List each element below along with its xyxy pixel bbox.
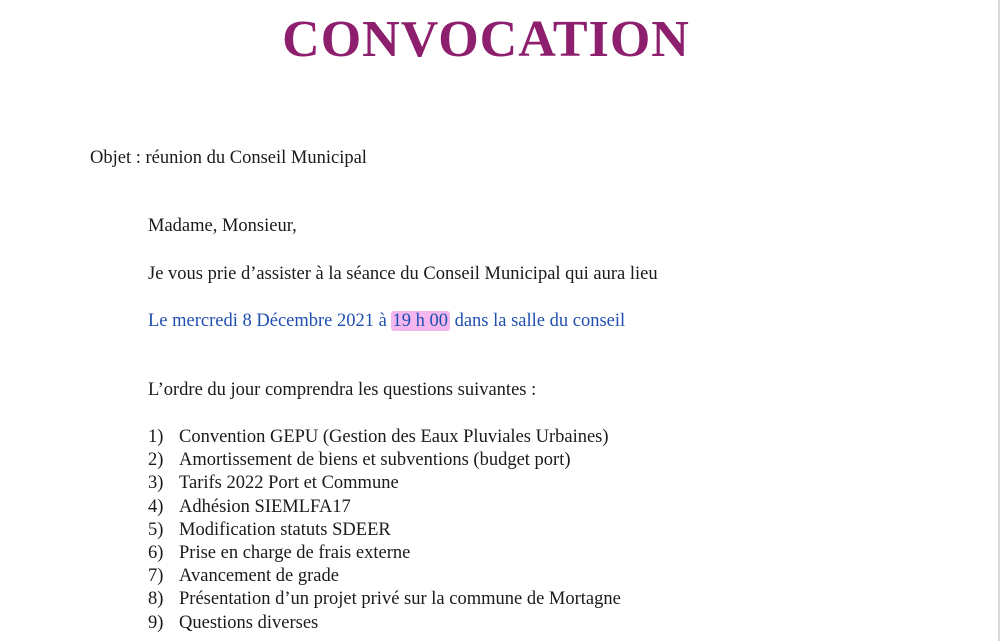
meeting-date: Le mercredi 8 Décembre 2021 à bbox=[148, 311, 392, 331]
agenda-item-text: Questions diverses bbox=[179, 612, 319, 633]
agenda-item bbox=[148, 519, 621, 542]
agenda-item bbox=[148, 449, 621, 472]
agenda-item-number: 8) bbox=[148, 589, 164, 610]
agenda-item-number: 3) bbox=[148, 473, 164, 494]
meeting-place: dans la salle du conseil bbox=[449, 311, 626, 331]
agenda-item-number: 5) bbox=[148, 519, 164, 540]
salutation: Madame, Monsieur, bbox=[148, 216, 297, 236]
agenda-item-number: 2) bbox=[148, 450, 164, 471]
document-title: CONVOCATION bbox=[282, 11, 690, 68]
agenda-item bbox=[148, 472, 621, 495]
agenda-item bbox=[148, 542, 621, 565]
agenda-item bbox=[148, 496, 621, 519]
agenda-item-text: Modification statuts SDEER bbox=[179, 519, 391, 540]
subject-line: Objet : réunion du Conseil Municipal bbox=[90, 148, 367, 168]
agenda-item-number: 7) bbox=[148, 566, 164, 587]
agenda-item-text: Tarifs 2022 Port et Commune bbox=[179, 473, 399, 494]
meeting-date-line bbox=[148, 309, 625, 333]
agenda-item bbox=[148, 426, 621, 449]
agenda-item-number: 9) bbox=[148, 612, 164, 633]
agenda-item bbox=[148, 588, 621, 611]
agenda-list bbox=[148, 426, 621, 635]
agenda-item-text: Amortissement de biens et subventions (budget port) bbox=[179, 450, 571, 471]
agenda-item bbox=[148, 612, 621, 635]
agenda-intro: L’ordre du jour comprendra les questions suivantes : bbox=[148, 380, 537, 400]
agenda-item-text: Avancement de grade bbox=[179, 566, 339, 587]
agenda-item bbox=[148, 565, 621, 588]
meeting-time-highlight: 19 h 00 bbox=[392, 311, 448, 331]
agenda-item-text: Adhésion SIEMLFA17 bbox=[179, 496, 351, 517]
agenda-item-text: Présentation d’un projet privé sur la commune de Mortagne bbox=[179, 589, 621, 610]
agenda-item-text: Prise en charge de frais externe bbox=[179, 542, 411, 563]
invitation-text: Je vous prie d’assister à la séance du Conseil Municipal qui aura lieu bbox=[148, 264, 658, 284]
agenda-item-text: Convention GEPU (Gestion des Eaux Pluviales Urbaines) bbox=[179, 427, 609, 447]
agenda-item-number: 6) bbox=[148, 542, 164, 563]
agenda-item-number: 1) bbox=[148, 427, 164, 447]
agenda-item-number: 4) bbox=[148, 496, 164, 517]
